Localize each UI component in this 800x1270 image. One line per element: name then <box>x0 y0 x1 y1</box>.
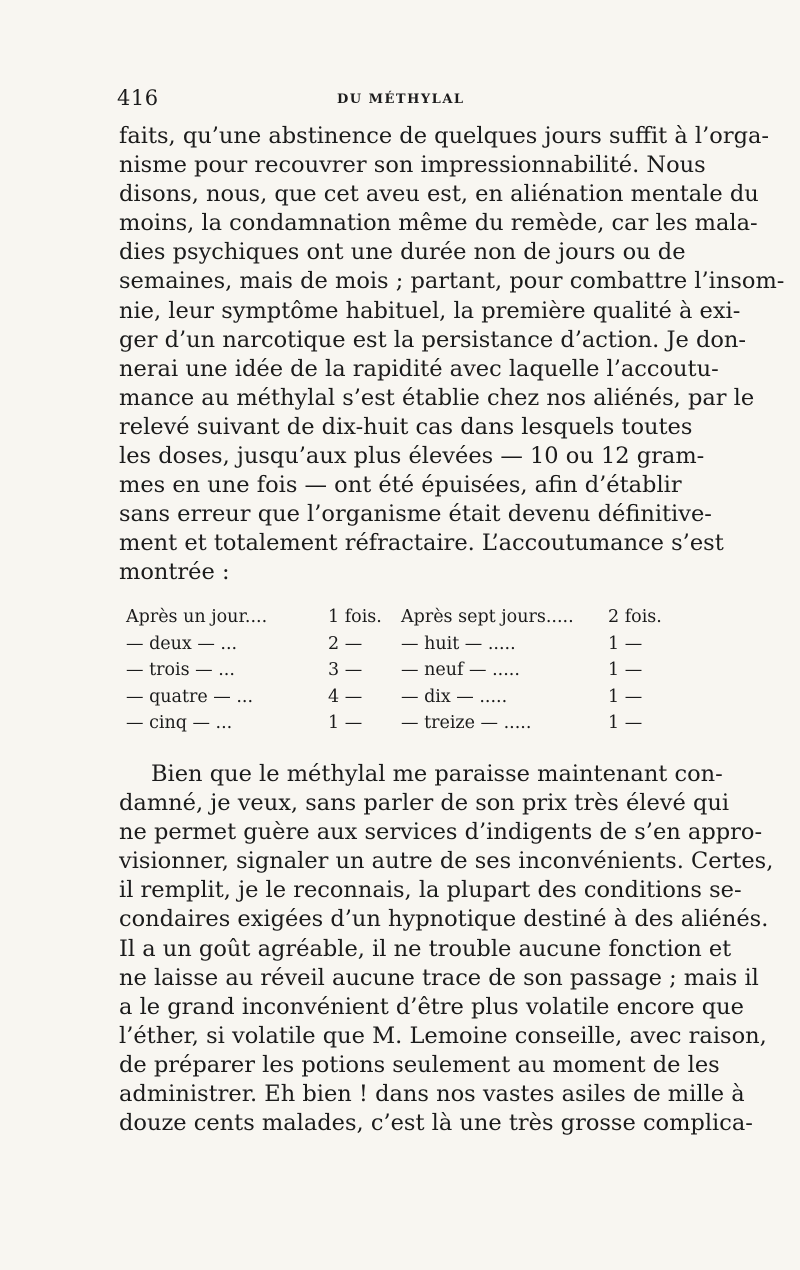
table-cell-right-count: 1 — <box>608 633 643 654</box>
text-line: nisme pour recouvrer son impressionnabilité. Nous <box>119 152 706 179</box>
table-cell-right-count: 1 — <box>608 660 643 680</box>
text-line: douze cents malades, c’est là une très grosse complica- <box>119 1110 753 1137</box>
table-cell-right-count: 1 — <box>608 686 643 707</box>
page-number: 416 <box>117 86 159 110</box>
table-row <box>126 684 681 711</box>
table-cell-right-label: — huit — ..... <box>401 633 516 654</box>
table-cell-left-count: 1 fois. <box>328 607 382 627</box>
text-line: relevé suivant de dix-huit cas dans lesquels toutes <box>119 413 693 440</box>
text-line: a le grand inconvénient d’être plus volatile encore que <box>119 993 744 1020</box>
table-cell-left-count: 2 — <box>328 633 363 654</box>
table-cell-left-count: 4 — <box>328 686 363 707</box>
text-line: sans erreur que l’organisme était devenu définitive- <box>119 501 712 528</box>
table-cell-right-label: Après sept jours..... <box>401 607 574 627</box>
table-cell-left-label: Après un jour.... <box>126 607 268 627</box>
table-row <box>126 631 681 658</box>
text-line: ne permet guère aux services d’indigents de s’en appro- <box>119 819 763 846</box>
table-cell-left-label: — deux — ... <box>126 633 238 654</box>
text-line: dies psychiques ont une durée non de jours ou de <box>119 239 686 266</box>
table-cell-right-label: — treize — ..... <box>401 713 532 733</box>
text-line: l’éther, si volatile que M. Lemoine conseille, avec raison, <box>119 1022 767 1049</box>
table-cell-right-label: — neuf — ..... <box>401 660 520 680</box>
text-line: les doses, jusqu’aux plus élevées — 10 ou 12 gram- <box>119 443 705 470</box>
text-line: mes en une fois — ont été épuisées, afin d’établir <box>119 472 682 499</box>
table-cell-right-count: 1 — <box>608 713 643 733</box>
text-line: administrer. Eh bien ! dans nos vastes asiles de mille à <box>119 1081 745 1108</box>
text-line: damné, je veux, sans parler de son prix très élevé qui <box>119 790 730 817</box>
tolerance-table <box>126 604 681 737</box>
text-line: visionner, signaler un autre de ses inconvénients. Certes, <box>119 848 774 875</box>
text-line: nie, leur symptôme habituel, la première qualité à exi- <box>119 297 741 324</box>
text-line: condaires exigées d’un hypnotique destiné à des aliénés. <box>119 906 769 933</box>
table-row <box>126 657 681 684</box>
paragraph-1 <box>119 122 785 588</box>
text-line: ne laisse au réveil aucune trace de son passage ; mais il <box>119 964 759 991</box>
table-cell-left-count: 1 — <box>328 713 363 733</box>
text-line: montrée : <box>119 559 230 586</box>
text-line: faits, qu’une abstinence de quelques jours suffit à l’orga- <box>119 123 769 149</box>
text-line: moins, la condamnation même du remède, car les mala- <box>119 210 758 237</box>
text-line: Bien que le méthylal me paraisse maintenant con- <box>151 761 723 787</box>
text-line: il remplit, je le reconnais, la plupart des conditions se- <box>119 877 742 904</box>
table-cell-right-count: 2 fois. <box>608 607 662 627</box>
text-line: ger d’un narcotique est la persistance d’action. Je don- <box>119 326 747 353</box>
text-line: disons, nous, que cet aveu est, en aliénation mentale du <box>119 181 759 208</box>
table-cell-left-label: — quatre — ... <box>126 686 254 707</box>
table-cell-left-label: — cinq — ... <box>126 713 233 733</box>
page-header <box>117 86 682 116</box>
paragraph-2 <box>119 760 774 1138</box>
text-line: de préparer les potions seulement au moment de les <box>119 1051 720 1078</box>
text-line: mance au méthylal s’est établie chez nos aliénés, par le <box>119 384 755 411</box>
text-line: ment et totalement réfractaire. L’accoutumance s’est <box>119 530 724 557</box>
text-line: Il a un goût agréable, il ne trouble aucune fonction et <box>119 935 732 962</box>
text-line: nerai une idée de la rapidité avec laquelle l’accoutu- <box>119 355 719 382</box>
table-cell-right-label: — dix — ..... <box>401 686 508 707</box>
text-line: semaines, mais de mois ; partant, pour combattre l’insom- <box>119 268 785 295</box>
table-row <box>126 710 681 737</box>
table-cell-left-count: 3 — <box>328 660 363 680</box>
running-head: DU MÉTHYLAL <box>337 92 465 107</box>
table-row <box>126 604 681 631</box>
table-cell-left-label: — trois — ... <box>126 660 235 680</box>
